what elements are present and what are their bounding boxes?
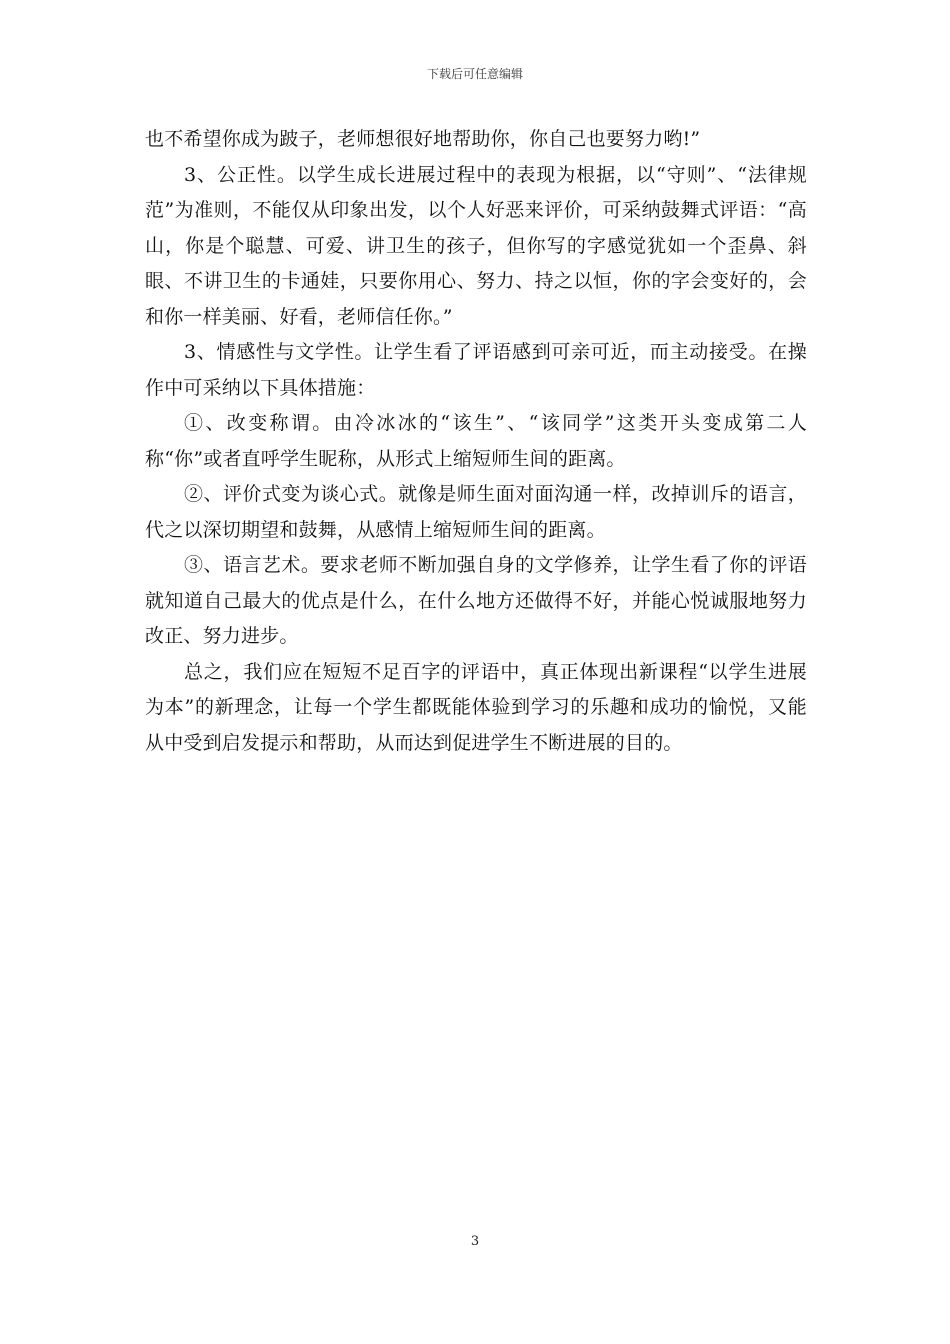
page-header: 下载后可任意编辑: [426, 67, 523, 81]
paragraph-fairness: 3、公正性。以学生成长进展过程中的表现为根据，以“守则”、“法律规范”为准则，不能仅从印象出发，以个人好恶来评价，可采纳鼓舞式评语：“高山，你是个聪慧、可爱、讲卫生的孩子，但你写的字感觉犹如一个歪鼻、斜眼、不讲卫生的卡通娃，只要你用心、努力、持之以恒，你的字会变好的，会和你一样美丽、好看，老师信任你。”: [145, 163, 807, 328]
paragraph-measure-3: ③、语言艺术。要求老师不断加强自身的文学修养，让学生看了你的评语就知道自己最大的优点是什么，在什么地方还做得不好，并能心悦诚服地努力改正、努力进步。: [145, 554, 807, 647]
page-number: 3: [470, 1234, 480, 1249]
paragraph-continuation: 也不希望你成为跛子，老师想很好地帮助你，你自己也要努力哟!”: [145, 128, 701, 150]
paragraph-conclusion: 总之，我们应在短短不足百字的评语中，真正体现出新课程“以学生进展为本”的新理念，让每一个学生都既能体验到学习的乐趣和成功的愉悦，又能从中受到启发提示和帮助，从而达到促进学生不断进展的目的。: [145, 660, 807, 754]
paragraph-emotion-literary: 3、情感性与文学性。让学生看了评语感到可亲可近，而主动接受。在操作中可采纳以下具体措施：: [145, 341, 807, 399]
paragraph-measure-2: ②、评价式变为谈心式。就像是师生面对面沟通一样，改掉训斥的语言，代之以深切期望和鼓舞，从感情上缩短师生间的距离。: [145, 483, 807, 541]
paragraph-measure-1: ①、改变称谓。由冷冰冰的“该生”、“该同学”这类开头变成第二人称“你”或者直呼学生昵称，从形式上缩短师生间的距离。: [145, 412, 807, 470]
document-body: [145, 122, 807, 761]
